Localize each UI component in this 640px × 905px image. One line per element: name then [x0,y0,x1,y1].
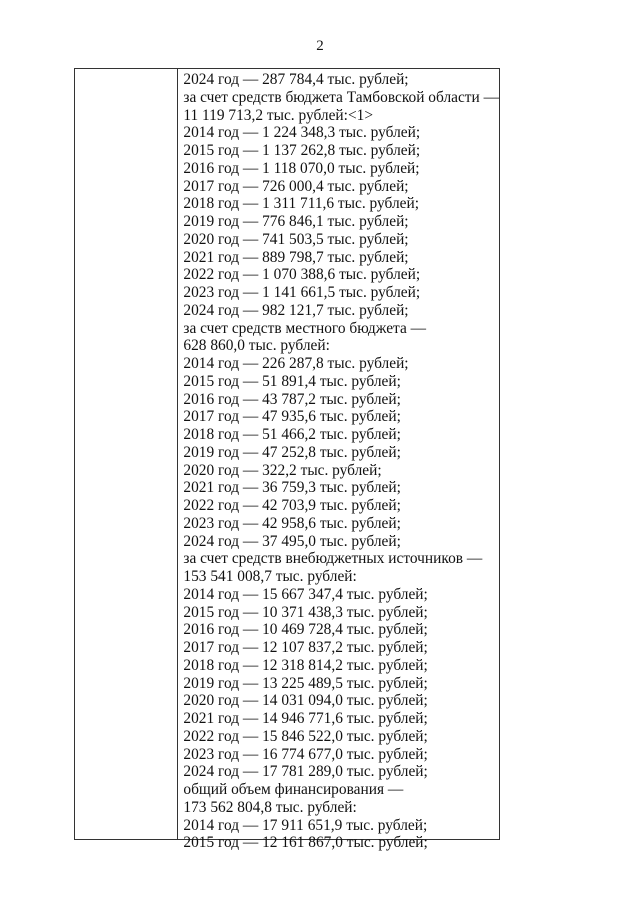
text-line: 2018 год — 51 466,2 тыс. рублей; [183,426,401,443]
text-line: 2014 год — 226 287,8 тыс. рублей; [183,355,409,372]
financing-table [74,68,500,852]
text-line: 2018 год — 1 311 711,6 тыс. рублей; [183,195,419,213]
text-line: 2017 год — 47 935,6 тыс. рублей; [183,408,401,426]
text-line: 2016 год — 10 469 728,4 тыс. рублей; [183,621,428,639]
text-line: 2016 год — 43 787,2 тыс. рублей; [183,390,401,408]
text-line: за счет средств внебюджетных источников — [183,550,483,568]
text-line: 2020 год — 741 503,5 тыс. рублей; [183,230,409,248]
table-right-cell [178,69,499,852]
text-line: 2021 год — 14 946 771,6 тыс. рублей; [183,710,428,727]
table-left-cell [75,69,178,839]
text-line: 2014 год — 1 224 348,3 тыс. рублей; [183,124,421,142]
text-line: 2023 год — 42 958,6 тыс. рублей; [183,514,401,532]
text-line: 2014 год — 15 667 347,4 тыс. рублей; [183,585,428,603]
text-line: 2014 год — 17 911 651,9 тыс. рублей; [183,816,428,834]
text-line: 2015 год — 51 891,4 тыс. рублей; [183,372,401,390]
text-line: 2024 год — 17 781 289,0 тыс. рублей; [183,763,428,781]
text-line: 2019 год — 13 225 489,5 тыс. рублей; [183,674,428,692]
text-line: 2024 год — 982 121,7 тыс. рублей; [183,301,409,319]
text-line: 2020 год — 14 031 094,0 тыс. рублей; [183,692,428,710]
text-line: 2015 год — 10 371 438,3 тыс. рублей; [183,603,428,621]
text-line: 2023 год — 1 141 661,5 тыс. рублей; [183,284,421,301]
text-line: 153 541 008,7 тыс. рублей: [183,568,357,585]
text-line: 2018 год — 12 318 814,2 тыс. рублей; [183,656,428,674]
text-line: 2022 год — 42 703,9 тыс. рублей; [183,497,401,514]
text-line: 2019 год — 776 846,1 тыс. рублей; [183,213,409,230]
text-line: общий объем финансирования — [183,781,404,798]
text-line: 2021 год — 889 798,7 тыс. рублей; [183,248,409,266]
text-line: 173 562 804,8 тыс. рублей: [183,798,357,816]
text-line: за счет средств бюджета Тамбовской области — [183,88,499,106]
text-line: 2022 год — 15 846 522,0 тыс. рублей; [183,727,428,745]
page-number: 2 [316,38,324,54]
text-line: 2015 год — 12 161 867,0 тыс. рублей; [183,834,428,852]
text-line: 2021 год — 36 759,3 тыс. рублей; [183,479,401,497]
text-line: 2020 год — 322,2 тыс. рублей; [183,461,382,479]
text-line: 2019 год — 47 252,8 тыс. рублей; [183,443,401,461]
text-line: 2023 год — 16 774 677,0 тыс. рублей; [183,745,428,763]
text-line: 2024 год — 37 495,0 тыс. рублей; [183,532,401,550]
text-line: 2017 год — 726 000,4 тыс. рублей; [183,177,409,195]
text-line: 2022 год — 1 070 388,6 тыс. рублей; [183,266,421,284]
text-line: за счет средств местного бюджета — [183,319,427,337]
text-line: 628 860,0 тыс. рублей: [183,337,330,355]
text-line: 2017 год — 12 107 837,2 тыс. рублей; [183,639,428,656]
text-line: 11 119 713,2 тыс. рублей:<1> [183,106,373,124]
text-line: 2024 год — 287 784,4 тыс. рублей; [183,71,409,88]
text-line: 2015 год — 1 137 262,8 тыс. рублей; [183,142,421,159]
text-line: 2016 год — 1 118 070,0 тыс. рублей; [183,159,420,177]
